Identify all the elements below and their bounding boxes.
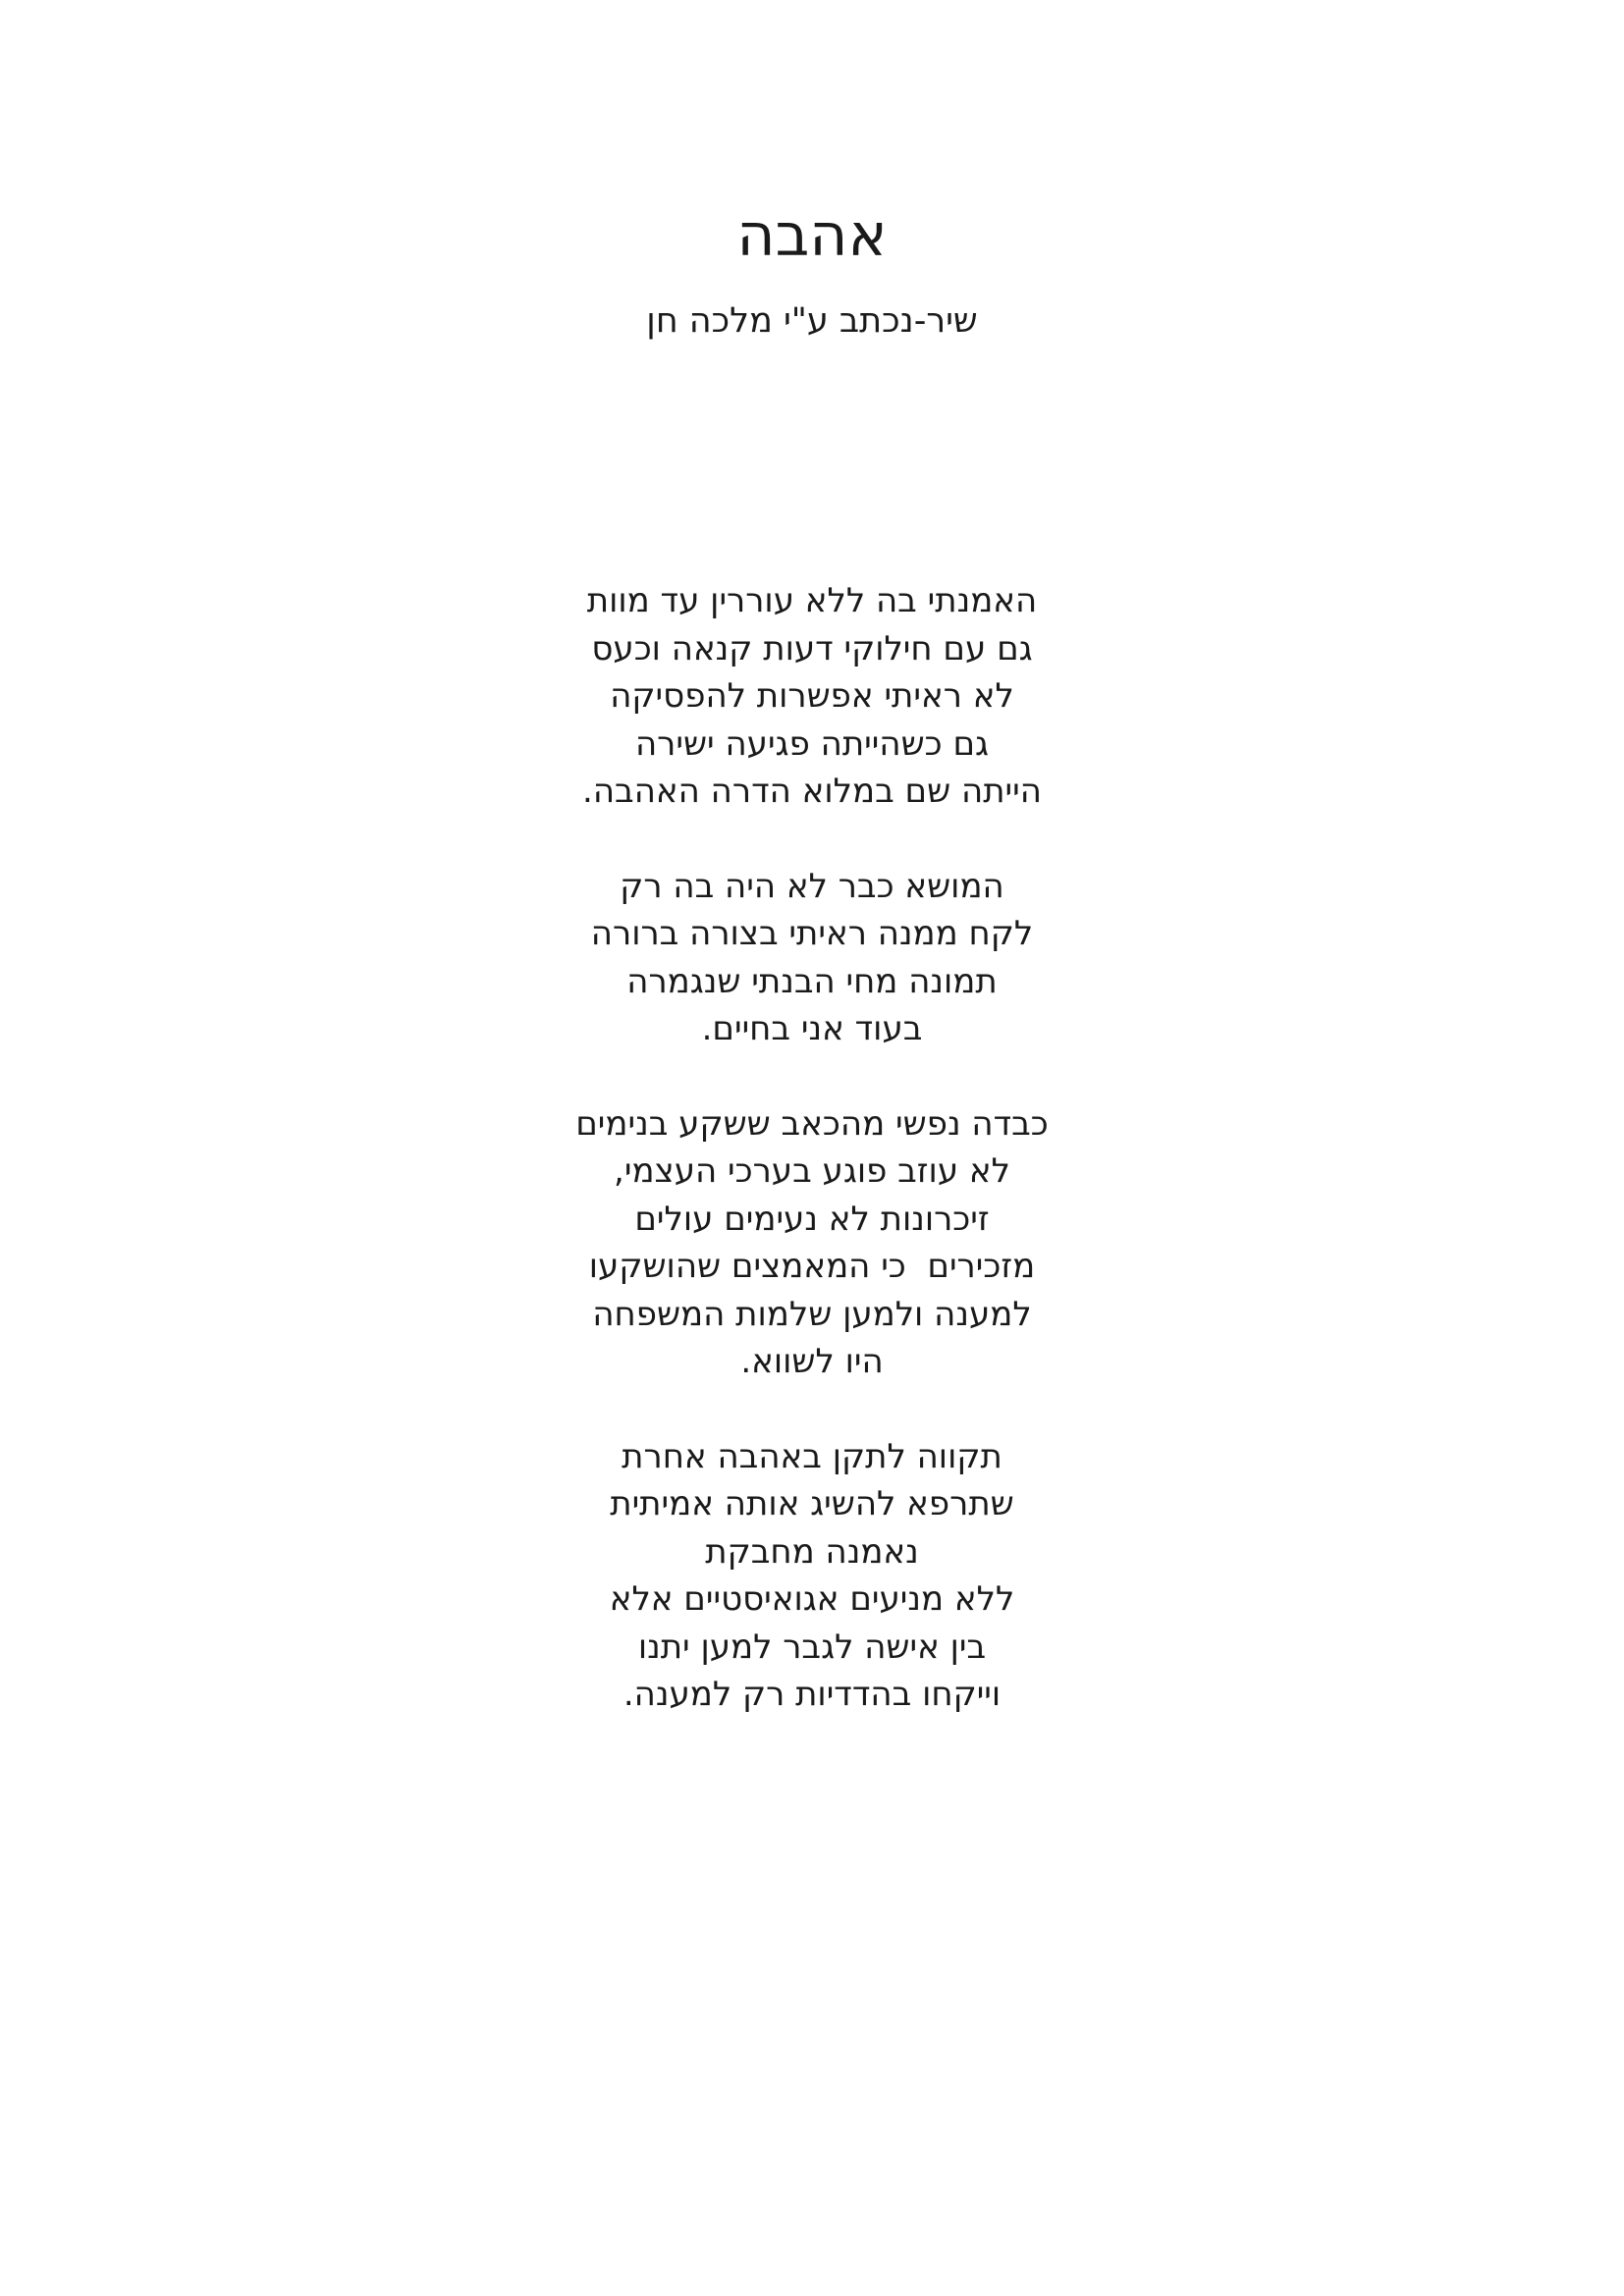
poem-line: נאמנה מחבקת [705,1531,919,1572]
poem-body [0,577,1624,1766]
poem-line: למענה ולמען שלמות המשפחה [592,1294,1032,1334]
poem-line: היו לשווא. [740,1342,884,1381]
poem-line: זיכרונות לא נעימים עולים [634,1199,990,1239]
poem-line: תמונה מחי הבנתי שנגמרה [626,961,998,1001]
poem-line: כבדה נפשי מהכאב ששקע בנימים [575,1103,1049,1144]
poem-subtitle: שיר-נכתב ע"י מלכה חן [646,301,978,341]
poem-title: אהבה [736,201,888,270]
poem-line: לא ראיתי אפשרות להפסיקה [610,676,1014,716]
poem-line: ללא מניעים אגואיסטיים אלא [609,1579,1015,1619]
poem-line: האמנתי בה ללא עוררין עד מוות [586,581,1038,620]
poem-line: גם עם חילוקי דעות קנאה וכעס [591,628,1033,668]
poem-line: הייתה שם במלוא הדרה האהבה. [582,772,1042,811]
stanza-1 [0,577,1624,816]
poem-line: המושא כבר לא היה בה רק [620,866,1004,906]
poem-line: לא עוזב פוגע בערכי העצמי, [614,1151,1010,1191]
stanza-3 [0,1100,1624,1386]
stanza-4 [0,1433,1624,1719]
stanza-2 [0,863,1624,1053]
poem-line: לקח ממנה ראיתי בצורה ברורה [590,914,1034,953]
poem-line: תקווה לתקן באהבה אחרת [622,1436,1002,1476]
poem-line: שתרפא להשיג אותה אמיתית [610,1484,1014,1523]
poem-line: גם כשהייתה פגיעה ישירה [634,723,990,764]
poem-line: בין אישה לגבר למען יתנו [637,1627,987,1667]
poem-line: וייקחו בהדדיות רק למענה. [623,1675,1001,1714]
poem-line: מזכירים כי המאמצים שהושקעו [588,1247,1036,1286]
poem-line: בעוד אני בחיים. [701,1009,923,1048]
